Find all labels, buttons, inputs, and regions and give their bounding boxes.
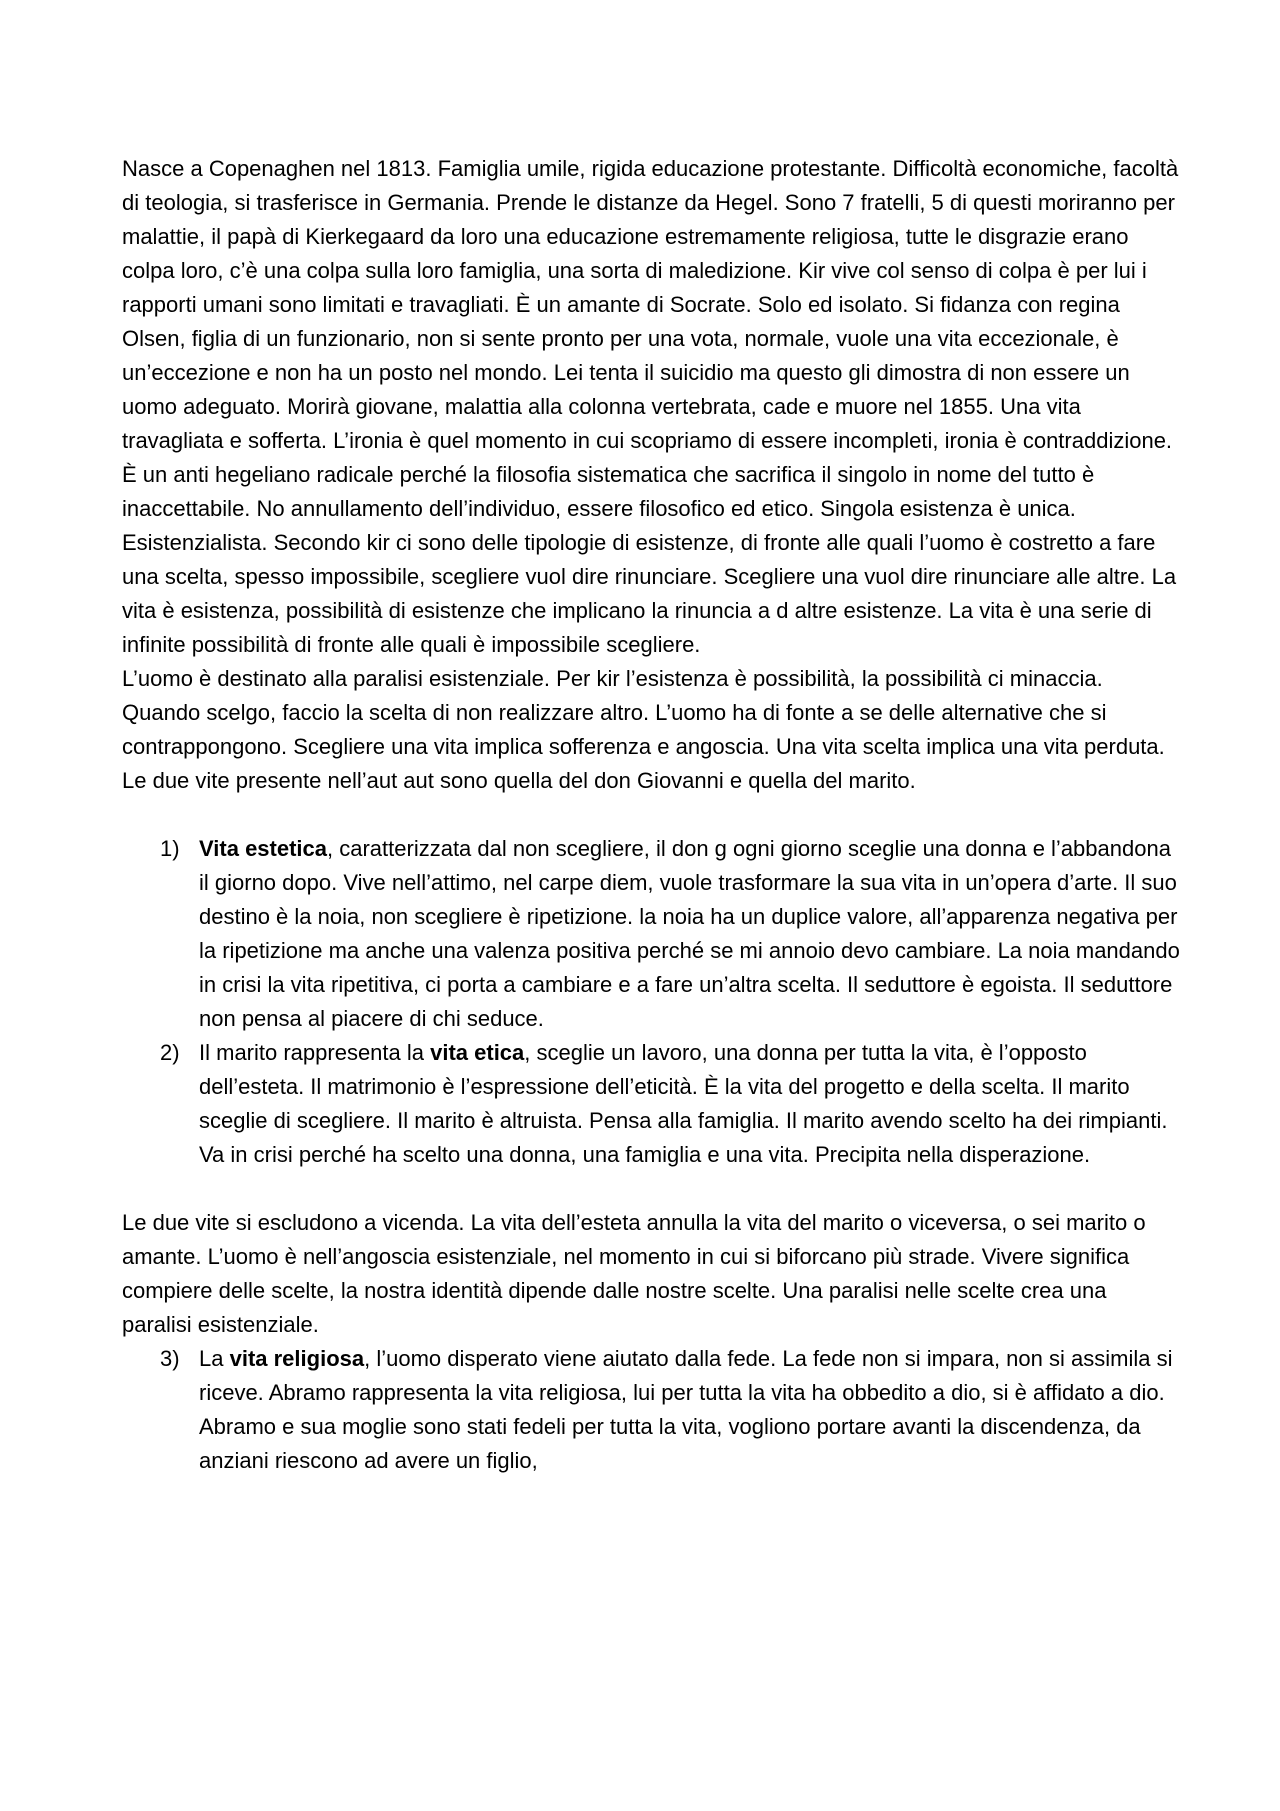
list-number: 2)	[160, 1040, 180, 1065]
list-item	[122, 832, 1182, 1036]
blank-line	[122, 1172, 1182, 1206]
list-number: 1)	[160, 836, 180, 861]
middle-paragraph: Le due vite si escludono a vicenda. La vita dell’esteta annulla la vita del marito o viceversa, o sei marito o amante. L’uomo è nell’angoscia esistenziale, nel momento in cui si biforcano più strade. Vivere significa compiere delle scelte, la nostra identità dipende dalle nostre scelte. Una paralisi nelle scelte crea una paralisi esistenziale.	[122, 1210, 1146, 1337]
list-item	[122, 1036, 1182, 1172]
list-item-text-before: La	[199, 1346, 230, 1371]
list-item-text-after: , l’uomo disperato viene aiutato dalla fede. La fede non si impara, non si assimila si riceve. Abramo rappresenta la vita religiosa, lui per tutta la vita ha obbedito a dio, si è affidato a dio. Abramo e sua moglie sono stati fedeli per tutta la vita, vogliono portare avanti la discendenza, da anziani riescono ad avere un figlio,	[199, 1346, 1173, 1473]
list-item-bold-term: vita religiosa	[229, 1346, 365, 1371]
list-item	[122, 1342, 1182, 1478]
intro-paragraph-3: L’uomo è destinato alla paralisi esistenziale. Per kir l’esistenza è possibilità, la possibilità ci minaccia. Quando scelgo, faccio la scelta di non realizzare altro. L’uomo ha di fonte a se delle alternative che si contrappongono. Scegliere una vita implica sofferenza e angoscia. Una vita scelta implica una vita perduta.	[122, 666, 1165, 759]
list-item-text-before: Il marito rappresenta la	[199, 1040, 431, 1065]
document-page	[122, 152, 1182, 1478]
intro-paragraph-4: Le due vite presente nell’aut aut sono quella del don Giovanni e quella del marito.	[122, 768, 916, 793]
intro-paragraph-2: È un anti hegeliano radicale perché la filosofia sistematica che sacrifica il singolo in nome del tutto è inaccettabile. No annullamento dell’individuo, essere filosofico ed etico. Singola esistenza è unica. Esistenzialista. Secondo kir ci sono delle tipologie di esistenze, di fronte alle quali l’uomo è costretto a fare una scelta, spesso impossibile, scegliere vuol dire rinunciare. Scegliere una vuol dire rinunciare alle altre. La vita è esistenza, possibilità di esistenze che implicano la rinuncia a d altre esistenze. La vita è una serie di infinite possibilità di fronte alle quali è impossibile scegliere.	[122, 462, 1177, 657]
numbered-list	[122, 832, 1182, 1172]
list-item-text-after: , caratterizzata dal non scegliere, il don g ogni giorno sceglie una donna e l’abbandona il giorno dopo. Vive nell’attimo, nel carpe diem, vuole trasformare la sua vita in un’opera d’arte. Il suo destino è la noia, non scegliere è ripetizione. la noia ha un duplice valore, all’apparenza negativa per la ripetizione ma anche una valenza positiva perché se mi annoio devo cambiare. La noia mandando in crisi la vita ripetitiva, ci porta a cambiare e a fare un’altra scelta. Il seduttore è egoista. Il seduttore non pensa al piacere di chi seduce.	[199, 836, 1180, 1031]
list-item-bold-term: vita etica	[430, 1040, 525, 1065]
intro-paragraph-1: Nasce a Copenaghen nel 1813. Famiglia umile, rigida educazione protestante. Difficoltà economiche, facoltà di teologia, si trasferisce in Germania. Prende le distanze da Hegel. Sono 7 fratelli, 5 di questi moriranno per malattie, il papà di Kierkegaard da loro una educazione estremamente religiosa, tutte le disgrazie erano colpa loro, c’è una colpa sulla loro famiglia, una sorta di maledizione. Kir vive col senso di colpa è per lui i rapporti umani sono limitati e travagliati. È un amante di Socrate. Solo ed isolato. Si fidanza con regina Olsen, figlia di un funzionario, non si sente pronto per una vota, normale, vuole una vita eccezionale, è un’eccezione e non ha un posto nel mondo. Lei tenta il suicidio ma questo gli dimostra di non essere un uomo adeguato. Morirà giovane, malattia alla colonna vertebrata, cade e muore nel 1855. Una vita travagliata e sofferta. L’ironia è quel momento in cui scopriamo di essere incompleti, ironia è contraddizione.	[122, 156, 1179, 453]
numbered-list-continued	[122, 1342, 1182, 1478]
list-number: 3)	[160, 1346, 180, 1371]
list-item-text-after: , sceglie un lavoro, una donna per tutta la vita, è l’opposto dell’esteta. Il matrimonio è l’espressione dell’eticità. È la vita del progetto e della scelta. Il marito sceglie di scegliere. Il marito è altruista. Pensa alla famiglia. Il marito avendo scelto ha dei rimpianti. Va in crisi perché ha scelto una donna, una famiglia e una vita. Precipita nella disperazione.	[199, 1040, 1168, 1167]
list-item-bold-term: Vita estetica	[199, 836, 328, 861]
